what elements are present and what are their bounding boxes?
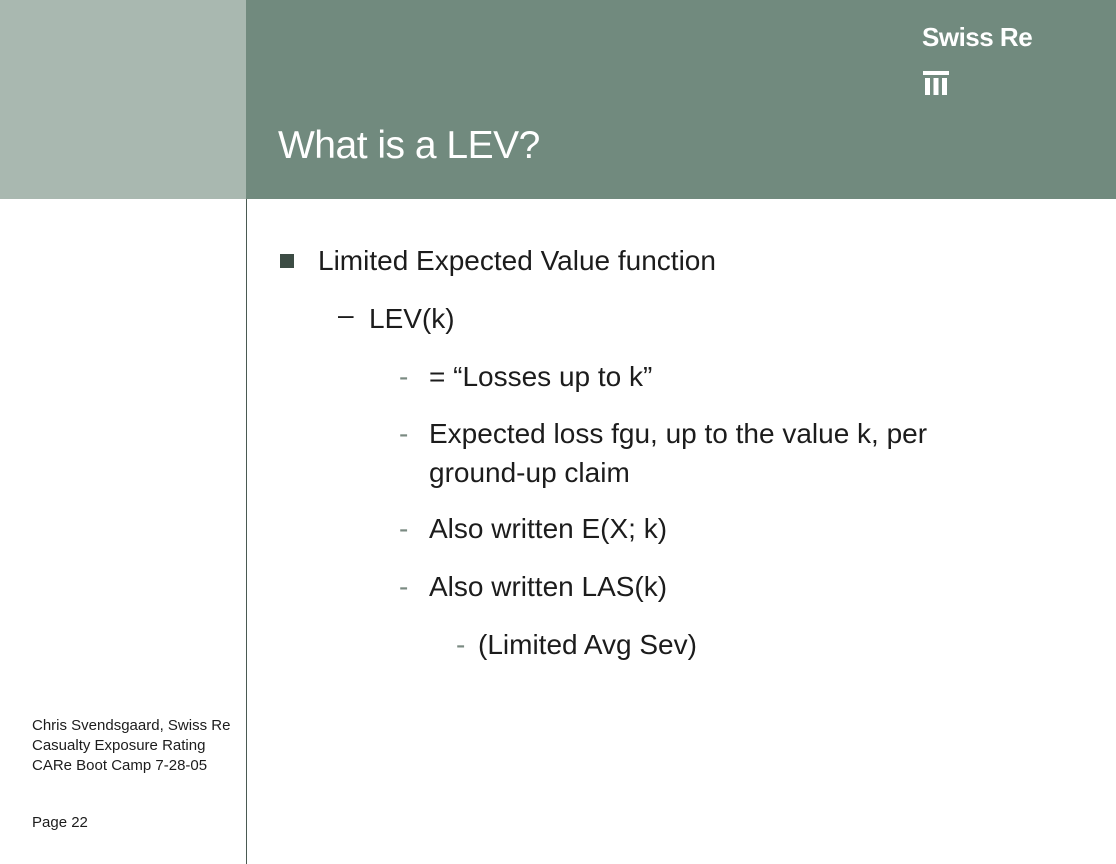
bullet-level3-text-line1: Expected loss fgu, up to the value k, per xyxy=(429,418,928,449)
hyphen-bullet-icon: - xyxy=(399,361,409,392)
bullet-level3-3 xyxy=(399,509,668,548)
hyphen-bullet-icon: - xyxy=(399,418,409,449)
footer-event: CARe Boot Camp 7-28-05 xyxy=(32,757,208,774)
square-bullet-icon xyxy=(280,254,294,268)
bullet-level3-text: Also written E(X; k) xyxy=(429,513,668,544)
hyphen-bullet-icon: - xyxy=(399,513,409,544)
bullet-level1-text: Limited Expected Value function xyxy=(318,245,716,276)
hyphen-bullet-icon: - xyxy=(399,571,409,602)
footer-course: Casualty Exposure Rating xyxy=(32,737,206,754)
hyphen-bullet-icon: - xyxy=(456,629,466,660)
footer-author: Chris Svendsgaard, Swiss Re xyxy=(32,717,231,734)
bullet-level3-text: Also written LAS(k) xyxy=(429,571,668,602)
bullet-level4-text: (Limited Avg Sev) xyxy=(478,629,697,660)
bullet-level3-2 xyxy=(399,414,928,492)
bullet-level3-text-line2: ground-up claim xyxy=(429,457,630,488)
bullet-level1 xyxy=(318,241,716,280)
bullet-level2-text: LEV(k) xyxy=(369,303,455,334)
bullet-level3-4 xyxy=(399,567,668,606)
dash-bullet-icon: – xyxy=(338,299,354,330)
bullet-level3-text: = “Losses up to k” xyxy=(429,361,653,392)
brand-name: Swiss Re xyxy=(922,22,1033,52)
bullet-level4 xyxy=(456,625,697,664)
bullet-level2 xyxy=(338,299,455,338)
bullet-level3-1 xyxy=(399,357,653,396)
page-number: Page 22 xyxy=(32,814,88,831)
header-left-panel xyxy=(0,0,246,199)
swiss-re-logo-icon xyxy=(923,71,949,95)
vertical-divider xyxy=(246,199,247,864)
slide-title: What is a LEV? xyxy=(278,124,540,167)
